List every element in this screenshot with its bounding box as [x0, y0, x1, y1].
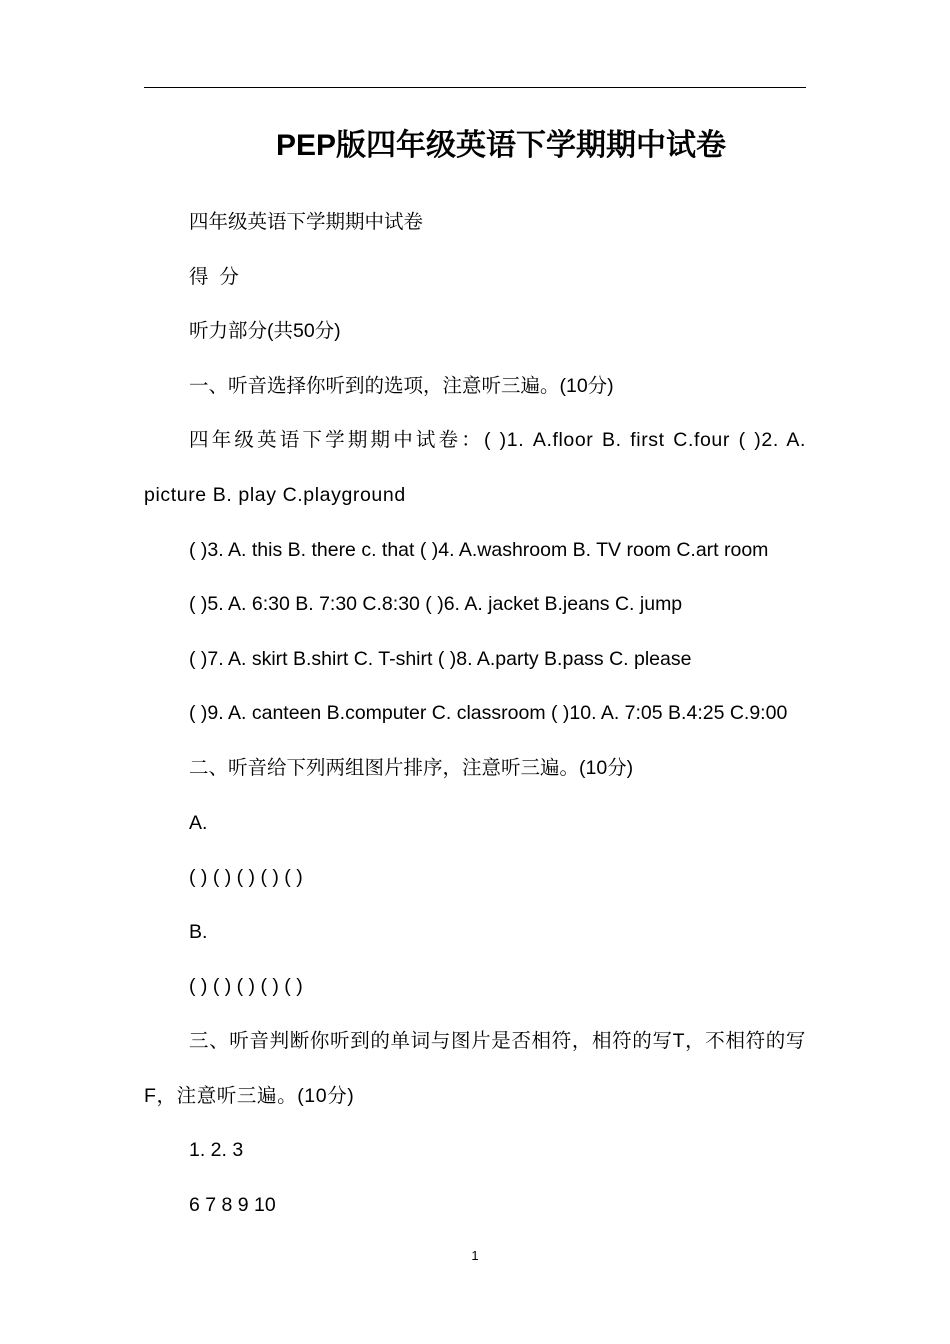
paragraph-subtitle: 四年级英语下学期期中试卷 — [189, 211, 424, 233]
document-title: PEP版四年级英语下学期期中试卷 — [275, 129, 727, 162]
paragraph-questions-7-8: ( )7. A. skirt B.shirt C. T-shirt ( )8. A.party B.pass C. please — [189, 647, 692, 670]
paragraph-questions-3-4: ( )3. A. this B. there c. that ( )4. A.washroom B. TV room C.art room — [189, 538, 769, 561]
paragraph-questions-1-2: 四年级英语下学期期中试卷：( )1. A.floor B. first C.four ( )2. A. picture B. play C.playground — [144, 429, 806, 506]
paragraph-group-a-blanks: ( ) ( ) ( ) ( ) ( ) — [189, 866, 303, 889]
document-body — [144, 195, 806, 1232]
paragraph-score: 得 分 — [189, 265, 239, 288]
header-rule — [144, 87, 806, 88]
paragraph-part-one-heading: 一、听音选择你听到的选项，注意听三遍。(10分) — [189, 374, 614, 397]
paragraph-part-two-heading: 二、听音给下列两组图片排序，注意听三遍。(10分) — [189, 756, 634, 779]
paragraph-group-b-label: B. — [189, 920, 208, 943]
paragraph-group-a-label: A. — [189, 811, 208, 834]
paragraph-questions-9-10: ( )9. A. canteen B.computer C. classroom ( )10. A. 7:05 B.4:25 C.9:00 — [189, 702, 788, 725]
paragraph-items-6-10: 6 7 8 9 10 — [189, 1193, 276, 1216]
paragraph-listening-section: 听力部分(共50分) — [189, 320, 341, 343]
paragraph-questions-5-6: ( )5. A. 6:30 B. 7:30 C.8:30 ( )6. A. jacket B.jeans C. jump — [189, 593, 683, 616]
page-number: 1 — [471, 1248, 479, 1263]
paragraph-items-1-3: 1. 2. 3 — [189, 1139, 244, 1162]
paragraph-group-b-blanks: ( ) ( ) ( ) ( ) ( ) — [189, 975, 303, 998]
paragraph-part-three-heading: 三、听音判断你听到的单词与图片是否相符，相符的写T，不相符的写F，注意听三遍。(10分) — [144, 1029, 806, 1107]
